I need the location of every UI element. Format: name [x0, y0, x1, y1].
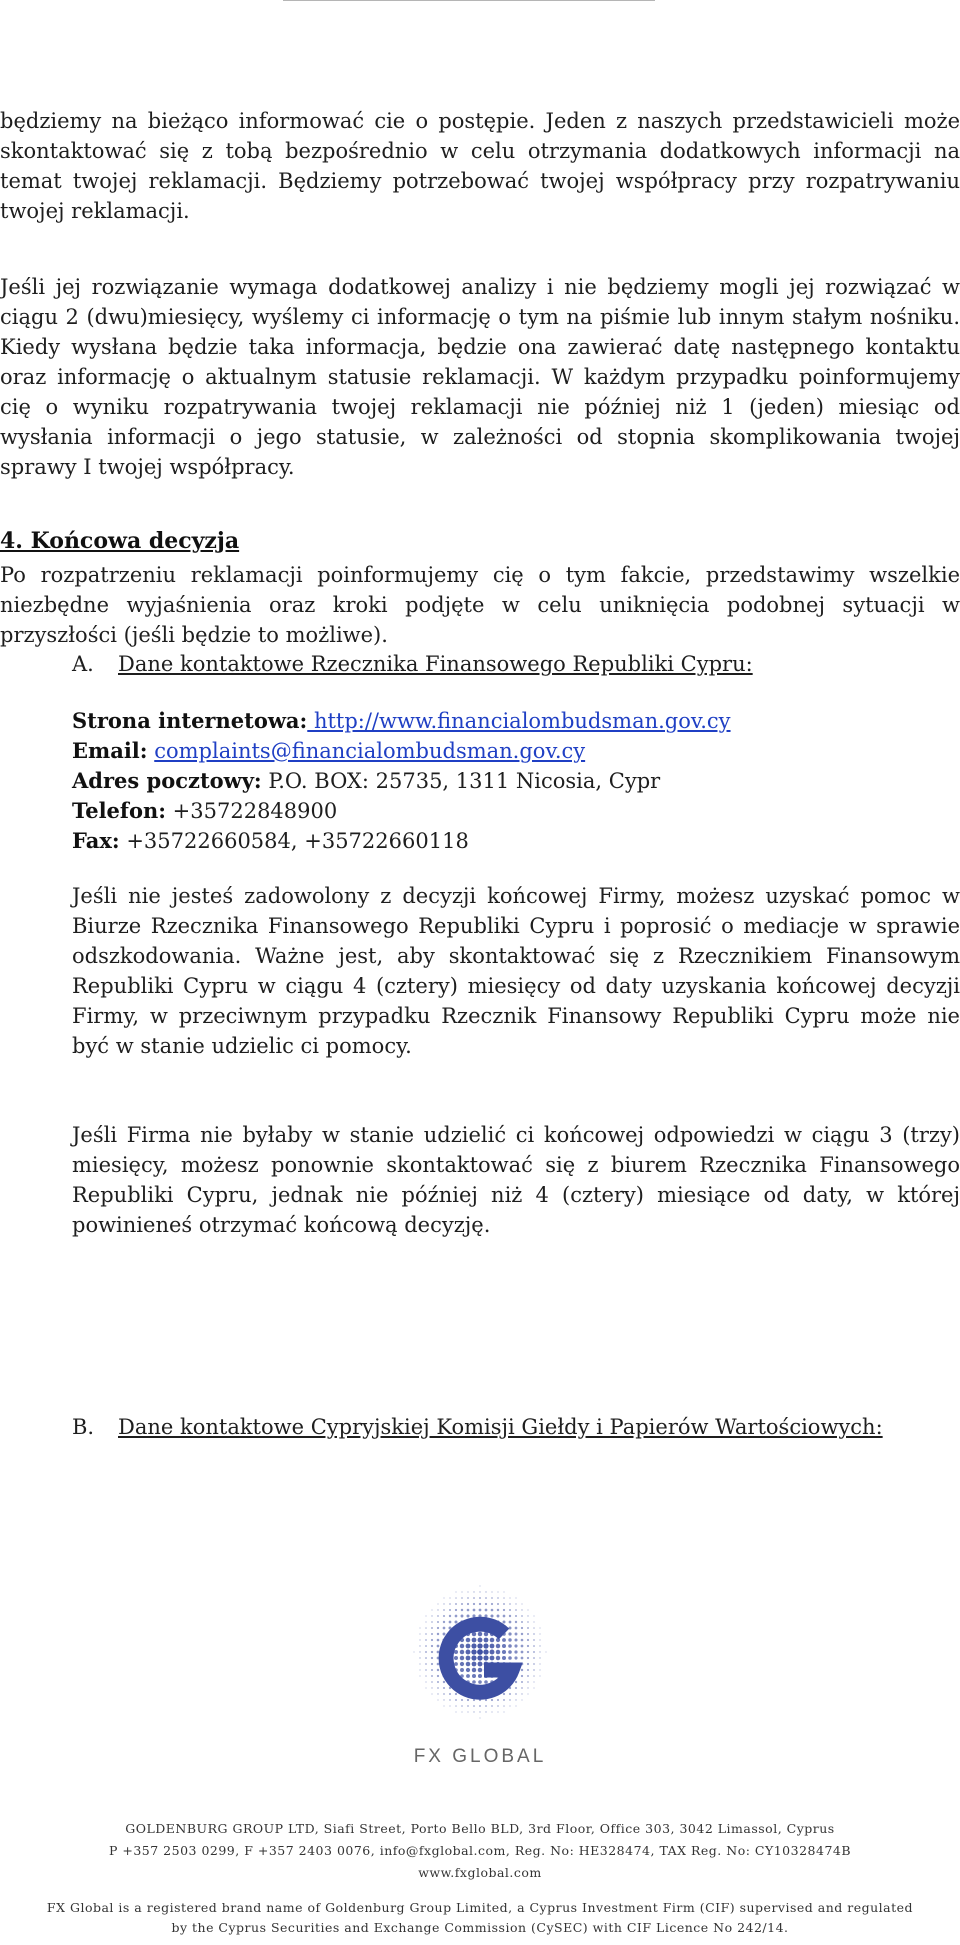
paragraph-ombudsman-mediation: Jeśli nie jesteś zadowolony z decyzji końcowej Firmy, możesz uzyskać pomoc w Biurze Rzecznika Finansowego Republiki Cypru i poprosić o mediacje w sprawie odszkodowania. Ważne jest, aby skontaktować się z Rzecznikiem Finansowym Republiki Cypru w ciągu 4 (cztery) miesięcy od daty uzyskania końcowej decyzji Firmy, w przeciwnym przypadku Rzecznik Finansowy Republiki Cypru może nie być w stanie udzielic ci pomocy. [72, 884, 960, 1058]
fax-label: Fax: [72, 828, 120, 853]
header-divider [283, 0, 655, 1]
list-marker-a: A. [72, 652, 94, 676]
email-link[interactable]: complaints@financialombudsman.gov.cy [154, 739, 586, 763]
footer-website-line: www.fxglobal.com [418, 1865, 542, 1880]
list-marker-b: B. [72, 1415, 95, 1439]
section-heading-final-decision: 4. Końcowa decyzja [0, 528, 240, 554]
phone-value: +35722848900 [172, 799, 338, 823]
list-item-ombudsman-contact [72, 649, 753, 679]
contact-email-row [72, 736, 731, 766]
paragraph-additional-analysis: Jeśli jej rozwiązanie wymaga dodatkowej analizy i nie będziemy mogli jej rozwiązać w ciągu 2 (dwu)miesięcy, wyślemy ci informację o tym na piśmie lub innym stałym nośniku. Kiedy wysłana będzie taka informacja, będzie ona zawierać datę następnego kontaktu oraz informację o aktualnym statusie reklamacji. W każdym przypadku poinformujemy cię o wyniku rozpatrywania twojej reklamacji nie później niż 1 (jeden) miesiąc od wysłania informacji o jego statusie, w zależności od stopnia skomplikowania twojej sprawy I twojej współpracy. [0, 275, 960, 479]
list-label-ombudsman: Dane kontaktowe Rzecznika Finansowego Republiki Cypru: [118, 652, 753, 676]
footer-address-line: GOLDENBURG GROUP LTD, Siafi Street, Porto Bello BLD, 3rd Floor, Office 303, 3042 Limassol, Cyprus [125, 1821, 835, 1836]
address-value: P.O. BOX: 25735, 1311 Nicosia, Cypr [268, 769, 661, 793]
phone-label: Telefon: [72, 798, 166, 823]
logo-brand-text: FX GLOBAL [413, 1746, 547, 1767]
paragraph-response-deadline: Jeśli Firma nie byłaby w stanie udzielić ci końcowej odpowiedzi w ciągu 3 (trzy) miesięcy, możesz ponownie skontaktować się z biurem Rzecznika Finansowego Republiki Cypru, jednak nie później niż 4 (cztery) miesiące od daty, w której powinieneś otrzymać końcową decyzję. [72, 1123, 960, 1237]
website-link[interactable]: http://www.financialombudsman.gov.cy [307, 709, 731, 733]
list-label-cysec: Dane kontaktowe Cypryjskiej Komisji Giełdy i Papierów Wartościowych: [118, 1415, 883, 1439]
ombudsman-contact-block [72, 706, 731, 856]
contact-phone-row [72, 796, 731, 826]
email-label: Email: [72, 738, 148, 763]
footer-legal-line-2: by the Cyprus Securities and Exchange Commission (CySEC) with CIF Licence No 242/14. [171, 1920, 789, 1935]
paragraph-final-decision: Po rozpatrzeniu reklamacji poinformujemy cię o tym fakcie, przedstawimy wszelkie niezbędne wyjaśnienia oraz kroki podjęte w celu uniknięcia podobnej sytuacji w przyszłości (jeśli będzie to możliwe). [0, 563, 960, 647]
paragraph-progress-info: będziemy na bieżąco informować cie o postępie. Jeden z naszych przedstawicieli może skontaktować się z tobą bezpośrednio w celu otrzymania dodatkowych informacji na temat twojej reklamacji. Będziemy potrzebować twojej współpracy przy rozpatrywaniu twojej reklamacji. [0, 109, 960, 223]
fax-value: +35722660584, +35722660118 [126, 829, 469, 853]
footer-regulatory-notice [0, 1898, 960, 1938]
list-item-cysec-contact [72, 1412, 883, 1442]
contact-address-row [72, 766, 731, 796]
contact-website-row [72, 706, 731, 736]
website-label: Strona internetowa: [72, 708, 308, 733]
footer-contact-line: P +357 2503 0299, F +357 2403 0076, info@fxglobal.com, Reg. No: HE328474, TAX Reg. No: CY10328474B [108, 1843, 852, 1858]
footer-legal-line-1: FX Global is a registered brand name of Goldenburg Group Limited, a Cyprus Investment Firm (CIF) supervised and regulated [46, 1900, 914, 1915]
fx-global-logo [400, 1568, 560, 1768]
contact-fax-row [72, 826, 731, 856]
address-label: Adres pocztowy: [72, 768, 262, 793]
footer-company-info [0, 1818, 960, 1884]
